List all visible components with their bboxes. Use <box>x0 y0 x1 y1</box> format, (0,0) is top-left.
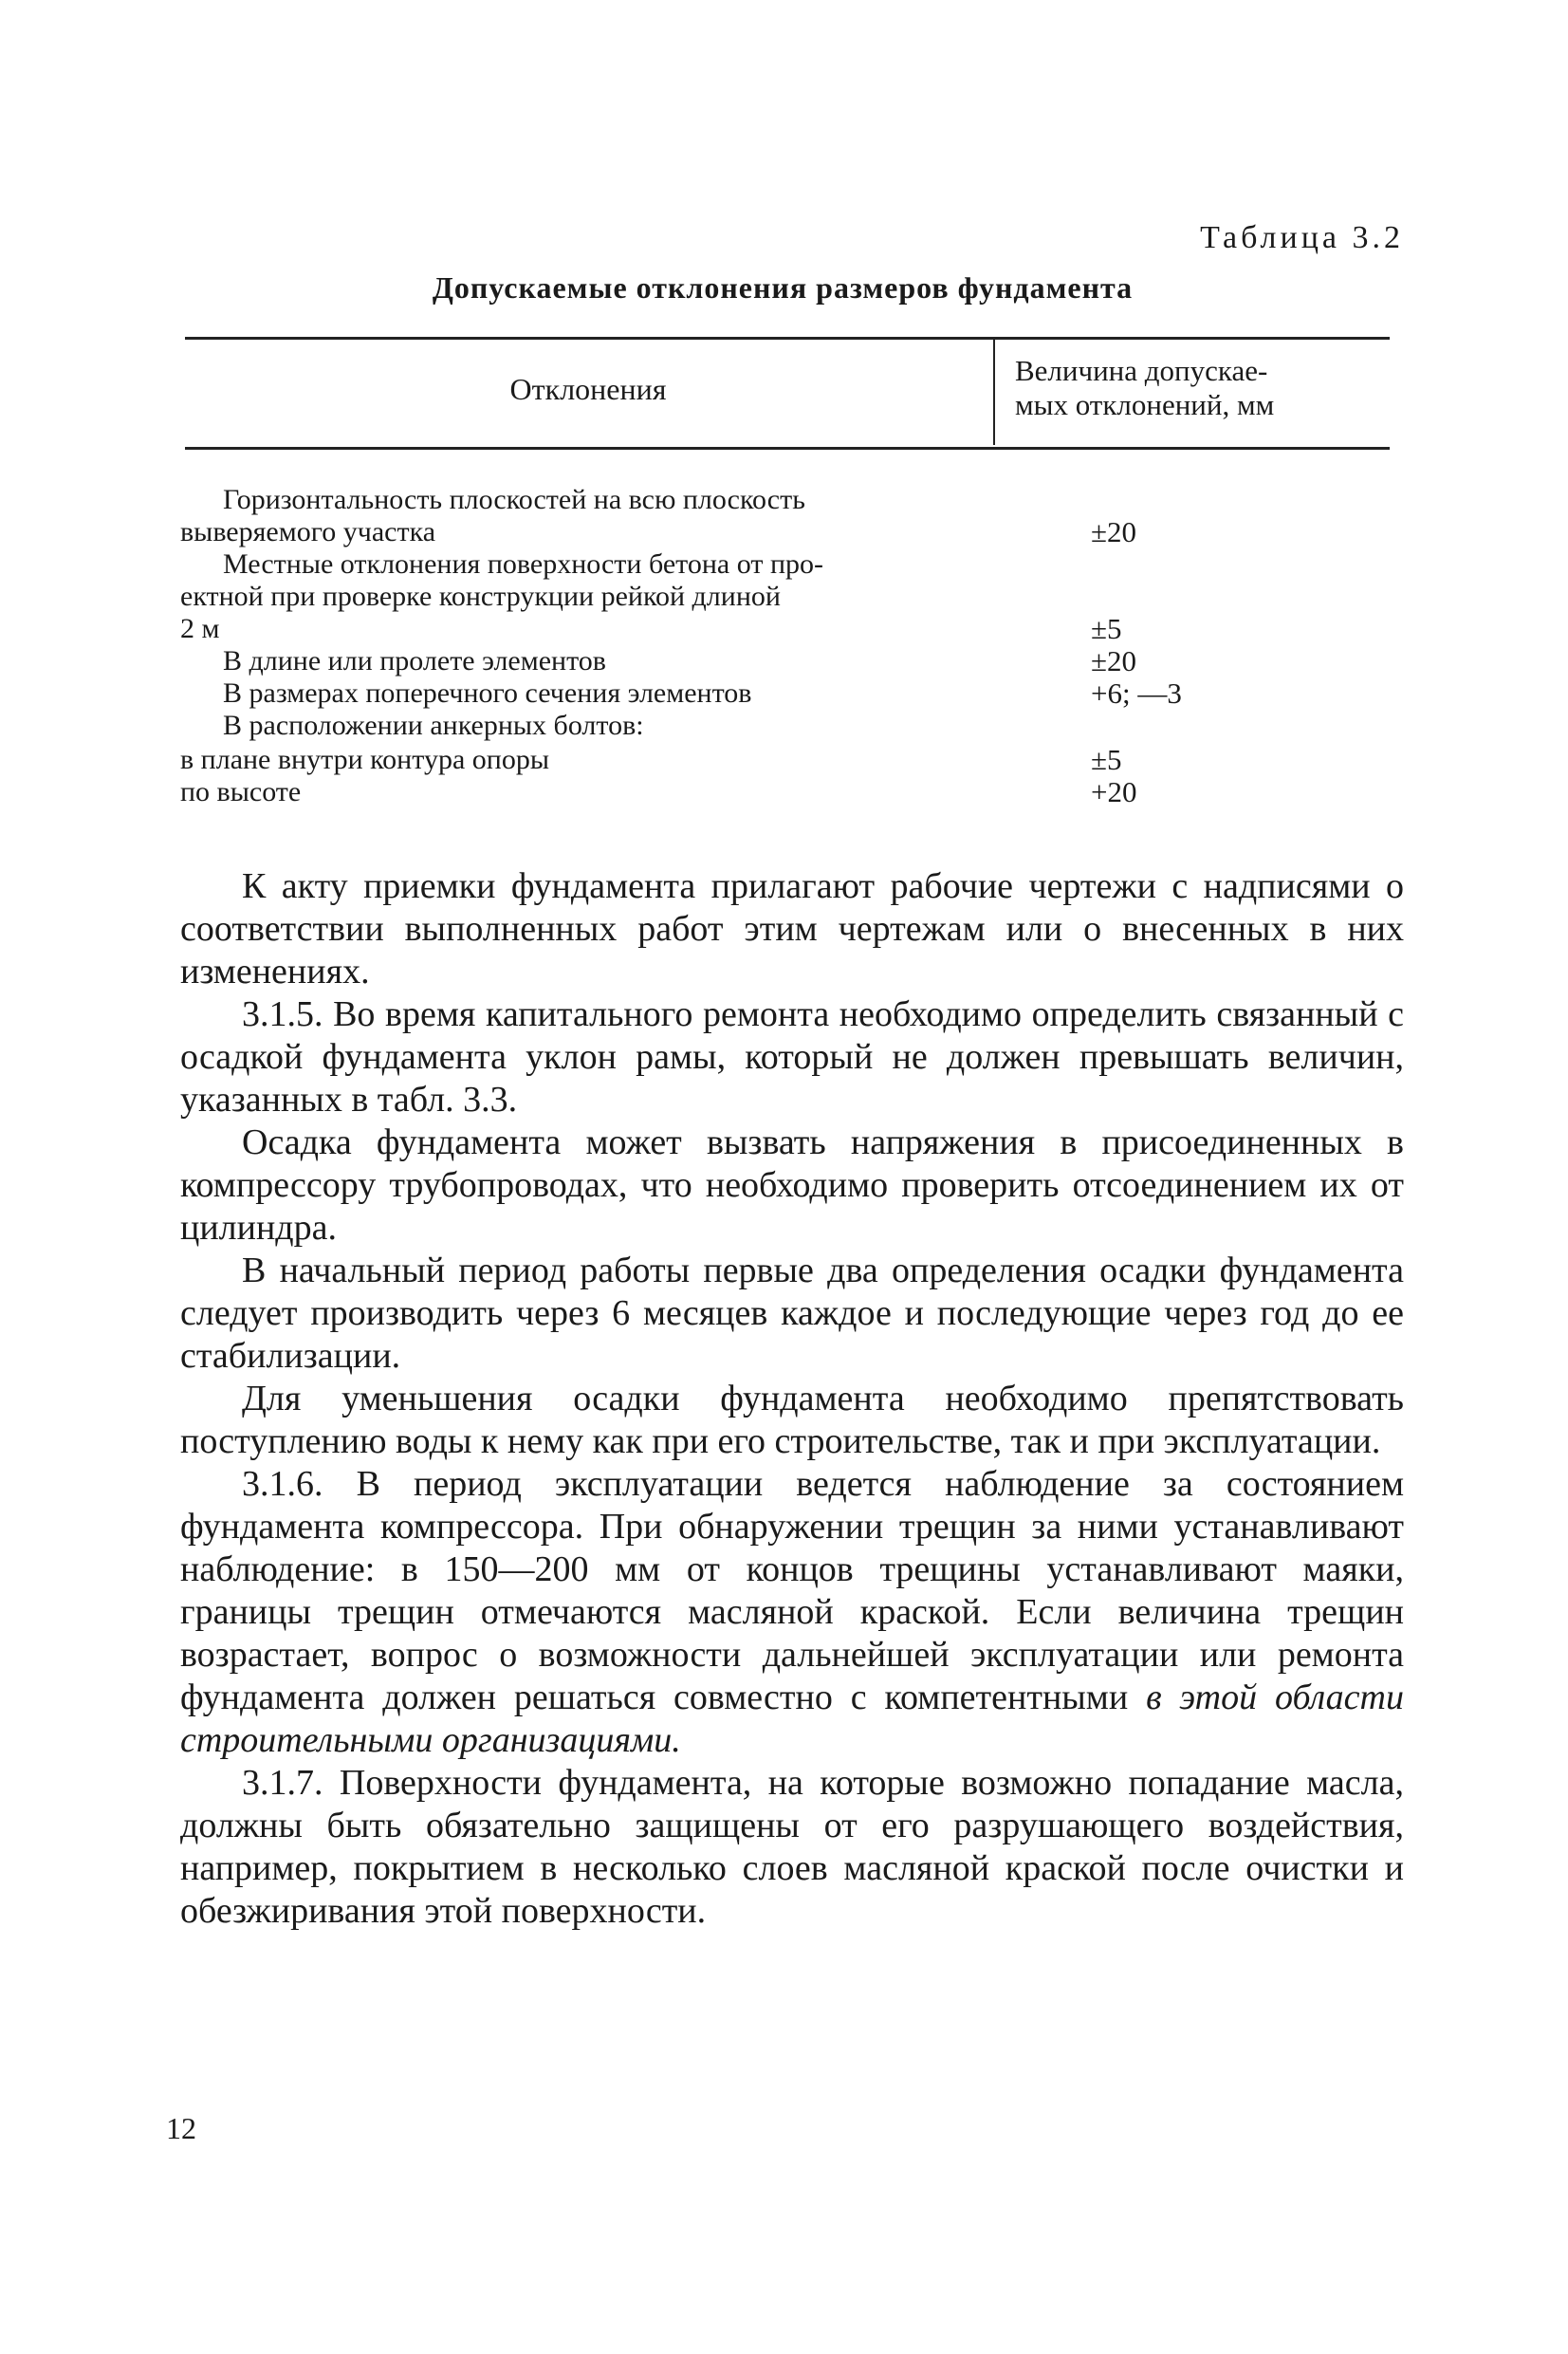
paragraph-3-1-6-text: 3.1.6. В период эксплуатации ведется наблюдение за состоянием фундамента компрессора. При обнаружении трещин за ними устанавливают наблюдение: в 150—200 мм от концов трещины устанавливают маяки, границы трещин отмечаются масляной краской. Если величина трещин возрастает, вопрос о возможности дальнейшей эксплуатации или ремонта фундамента должен решаться совместно с компетентными <box>180 1464 1404 1717</box>
paragraph-water: Для уменьшения осадки фундамента необходимо препятствовать поступлению воды к нему как при его строительстве, так и при эксплуатации. <box>180 1379 1404 1461</box>
body-text <box>180 865 1404 1933</box>
row-value: +6; —3 <box>1091 677 1182 710</box>
row-description: 2 м <box>180 613 220 644</box>
table-header-tolerance-line2: мых отклонений, мм <box>1015 388 1275 421</box>
table-row <box>223 486 805 514</box>
row-value: ±20 <box>1091 644 1137 677</box>
table-row <box>223 679 751 708</box>
table-header-tolerance-line1: Величина допускае- <box>1015 354 1268 387</box>
row-description: В размерах поперечного сечения элементов <box>223 677 752 709</box>
paragraph-drawings: К акту приемки фундамента прилагают рабочие чертежи с надписями о соответствии выполненных работ этим чертежам или о внесенных в них изменениях. <box>180 866 1404 992</box>
row-description: по высоте <box>180 776 302 807</box>
paragraph-settlement-stress: Осадка фундамента может вызвать напряжения в присоединенных в компрессору трубопроводах, что необходимо проверить отсоединением их от цилиндра. <box>180 1122 1404 1248</box>
table-row <box>180 778 301 806</box>
paragraph-3-1-7: 3.1.7. Поверхности фундамента, на которые возможно попадание масла, должны быть обязательно защищены от его разрушающего воздействия, например, покрытием в несколько слоев масляной краской после очистки и обезжиривания этой поверхности. <box>180 1763 1404 1931</box>
table-row <box>180 583 781 611</box>
table-number: Таблица 3.2 <box>1200 220 1404 255</box>
row-value: +20 <box>1091 775 1137 808</box>
table-row <box>223 647 606 676</box>
paragraph-3-1-5: 3.1.5. Во время капитального ремонта необходимо определить связанный с осадкой фундамента уклон рамы, который не должен превышать величин, указанных в табл. 3.3. <box>180 994 1404 1120</box>
table-header-deviations: Отклонения <box>509 372 667 406</box>
paragraph-initial-period: В начальный период работы первые два определения осадки фундамента следует производить через 6 месяцев каждое и последующие через год до ее стабилизации. <box>180 1251 1404 1376</box>
table-row <box>223 712 644 740</box>
row-description: Горизонтальность плоскостей на всю плоскость <box>223 484 805 515</box>
table-top-rule <box>185 337 1390 340</box>
page-number: 12 <box>166 2111 196 2145</box>
table-title: Допускаемые отклонения размеров фундамента <box>432 270 1134 305</box>
row-value: ±20 <box>1091 515 1137 548</box>
table-row <box>180 518 435 547</box>
row-description: В расположении анкерных болтов: <box>223 710 644 741</box>
paragraph-3-1-6-italic: в этой области строительными организациями. <box>180 1677 1404 1760</box>
row-description: в плане внутри контура опоры <box>180 744 549 775</box>
table-header-tolerance <box>1015 354 1385 422</box>
table-header-rule <box>185 447 1390 450</box>
row-value: ±5 <box>1091 743 1122 776</box>
row-description: выверяемого участка <box>180 516 436 547</box>
row-description: В длине или пролете элементов <box>223 645 606 677</box>
table-row <box>180 746 549 774</box>
table-header-divider <box>993 340 995 445</box>
table-row <box>223 550 823 579</box>
row-description: ектной при проверке конструкции рейкой длиной <box>180 581 781 612</box>
table-row <box>180 615 219 643</box>
row-description: Местные отклонения поверхности бетона от про- <box>223 548 824 580</box>
row-value: ±5 <box>1091 612 1122 645</box>
paragraph-3-1-6 <box>180 1463 1404 1762</box>
